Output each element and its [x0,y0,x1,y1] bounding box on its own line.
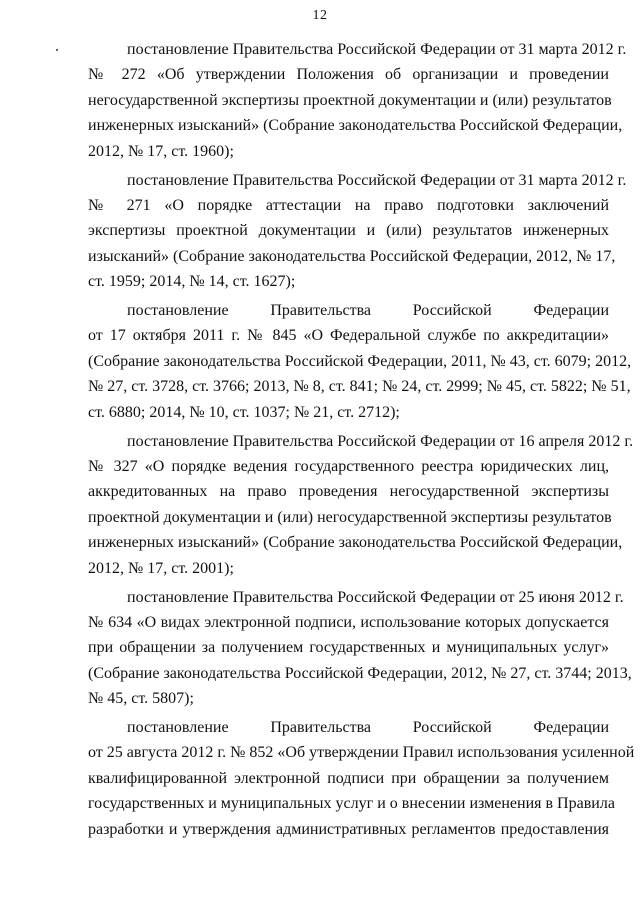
text-line: ст. 1959; 2014, № 14, ст. 1627); [88,273,296,291]
scan-mark [56,49,58,51]
text-line: изысканий» (Собрание законодательства Российской Федерации, 2012, № 17, [88,247,616,265]
paragraph [88,168,627,295]
text-line: № 634 «О видах электронной подписи, использование которых допускается [88,613,609,631]
paragraph [88,37,627,164]
text-line: постановление Правительства Российской Федерации от 31 марта 2012 г. [127,171,627,189]
text-line: инженерных изысканий» (Собрание законодательства Российской Федерации, [88,534,623,552]
text-line: № 327 «О порядке ведения государственного реестра юридических лиц, [88,458,609,475]
text-line: постановление Правительства Российской Федерации [127,719,609,737]
page-number: 12 [312,8,328,23]
text-line: экспертизы проектной документации и (или) результатов инженерных [88,222,609,240]
text-line: № 271 «О порядке аттестации на право подготовки заключений [88,196,609,214]
text-line: (Собрание законодательства Российской Федерации, 2011, № 43, ст. 6079; 2012, [88,352,632,370]
paragraph [88,429,634,581]
text-line: ст. 6880; 2014, № 10, ст. 1037; № 21, ст. 2712); [88,403,400,421]
text-line: постановление Правительства Российской Федерации от 31 марта 2012 г. [127,41,627,58]
text-line: от 25 августа 2012 г. № 852 «Об утверждении Правил использования усиленной [88,744,635,762]
text-line: разработки и утверждения административных регламентов предоставления [88,820,609,838]
text-line: проектной документации и (или) негосударственной экспертизы результатов [88,508,612,526]
text-line: № 45, ст. 5807); [88,690,194,708]
text-line: 2012, № 17, ст. 1960); [88,142,234,160]
text-line: квалифицированной электронной подписи при обращении за получением [88,769,609,787]
text-line: (Собрание законодательства Российской Федерации, 2012, № 27, ст. 3744; 2013, [88,664,632,682]
text-line: 2012, № 17, ст. 2001); [88,559,234,577]
paragraph [88,585,632,712]
text-line: постановление Правительства Российской Федерации от 25 июня 2012 г. [127,588,624,606]
text-line: аккредитованных на право проведения негосударственной экспертизы [88,483,609,501]
text-line: негосударственной экспертизы проектной документации и (или) результатов [88,91,612,109]
text-line: № 27, ст. 3728, ст. 3766; 2013, № 8, ст. 841; № 24, ст. 2999; № 45, ст. 5822; № 51, [88,378,631,396]
paragraph [88,298,632,425]
text-line: постановление Правительства Российской Федерации от 16 апреля 2012 г. [127,432,634,450]
text-line: от 17 октября 2011 г. № 845 «О Федеральной службе по аккредитации» [88,327,609,345]
text-line: № 272 «Об утверждении Положения об организации и проведении [88,66,609,84]
paragraph [88,715,635,842]
text-line: инженерных изысканий» (Собрание законодательства Российской Федерации, [88,117,623,135]
text-line: при обращении за получением государственных и муниципальных услуг» [88,639,609,657]
text-line: постановление Правительства Российской Федерации [127,302,609,320]
text-line: государственных и муниципальных услуг и о внесении изменения в Правила [88,795,615,813]
document-body [88,37,635,846]
